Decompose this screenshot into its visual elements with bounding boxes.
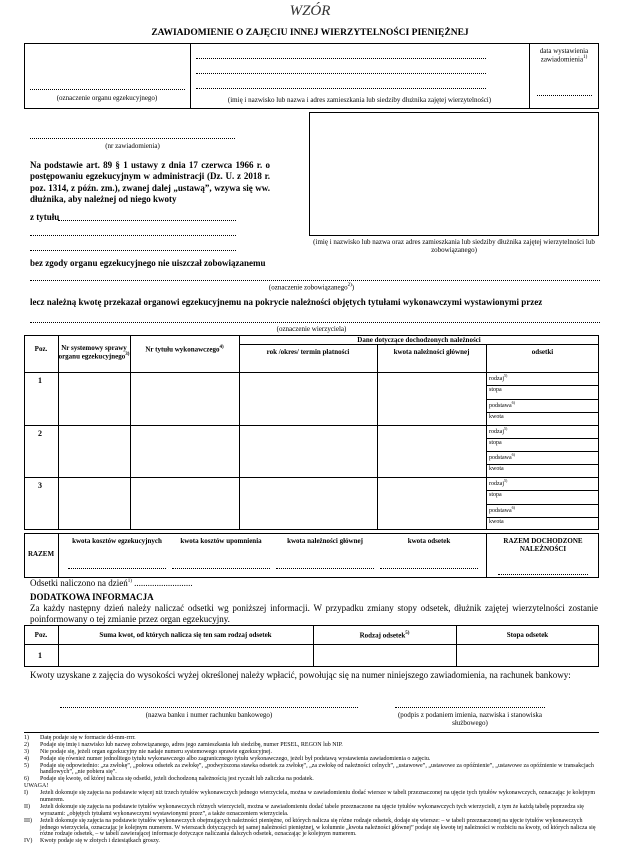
- razem-kwota-odsetek: kwota odsetek: [407, 537, 451, 545]
- additional-heading: DODATKOWA INFORMACJA: [30, 592, 154, 602]
- z-tytulu-label: z tytułu: [30, 212, 60, 222]
- odsetki-kwota-row-1: kwota: [489, 413, 504, 420]
- add-col-stopa: Stopa odsetek: [506, 631, 549, 639]
- watermark: WZÓR: [289, 3, 331, 19]
- note-2: II) Jeżeli dokonuje się zajęcia na podstawie tytułów wykonawczych różnych wierzycieli, można w zawiadomieniu dodać tabele przeznaczone na ujęcie tytułów wykonawczych tych wierzycieli, z tym że każdą tabelę poprzedza się wyrazami: „objętych tytułami wykonawczymi wystawionymi przez”, a także oznaczeniem wierzyciela.: [24, 803, 584, 817]
- tytul-field-2[interactable]: [30, 235, 236, 236]
- razem-label: RAZEM: [28, 550, 55, 558]
- sign-label: (podpis z podaniem imienia, nazwiska i stanowiska służbowego): [397, 711, 543, 728]
- field-koszty-upom[interactable]: [172, 568, 270, 569]
- col-odsetki: odsetki: [531, 348, 554, 356]
- no-consent-text: bez zgody organu egzekucyjnego nie uiszczał zobowiązanemu: [30, 258, 266, 268]
- razem-total-label: RAZEM DOCHODZONE NALEŻNOŚCI: [503, 537, 583, 554]
- footnote-4: 4) Podaje się również numer jednolitego tytułu wykonawczego albo zagranicznego tytułu wykonawczego, jeżeli był podstawą wystawienia zawiadomienia o zajęciu.: [24, 755, 431, 762]
- odsetki-stopa-row-1: stopa: [489, 387, 502, 394]
- odsetki-podstawa-row-2: podstawa$^{6)}$: [489, 452, 516, 461]
- transfer-text: lecz należną kwotę przekazał organowi egzekucyjnemu na pokrycie należności objętych tytułami wykonawczymi wystawionymi przez: [30, 297, 543, 307]
- obliged-box[interactable]: [309, 112, 599, 236]
- row-poz-2: 2: [38, 429, 42, 438]
- razem-kwota-glowna: kwota należności głównej: [287, 537, 363, 545]
- notice-no-field[interactable]: [30, 138, 235, 139]
- row-poz-3: 3: [38, 481, 42, 490]
- add-col-rodzaj: Rodzaj odsetek$^{5)}$: [359, 631, 410, 640]
- field-koszty-egz[interactable]: [68, 568, 166, 569]
- sign-field[interactable]: [395, 707, 545, 708]
- col-rok: rok /okres/ termin płatności: [266, 348, 350, 356]
- footnotes: [24, 735, 599, 845]
- odsetki-kwota-row-2: kwota: [489, 466, 504, 472]
- tytul-field-3[interactable]: [30, 250, 236, 251]
- footnote-5: 5) Podaje się odpowiednio: „za zwłokę”, „połowa odsetek za zwłokę”, „podwyższona stawka odsetek za zwłokę”, „za zwłokę od należności celnych”, „ustawowe”, „ustawowe za opóźnienie”, „ustawowe za opóźnienie w transakcjach handlowych”, „nie pobiera się”.: [24, 762, 594, 776]
- tytul-field-1[interactable]: [58, 220, 236, 221]
- add-col-poz: Poz.: [34, 631, 48, 639]
- col-poz: Poz.: [34, 345, 48, 353]
- interest-line: Odsetki naliczono na dzień$^{1)}$ ..........................: [30, 578, 193, 588]
- field-kwota-glowna[interactable]: [276, 568, 374, 569]
- row-poz-1: 1: [38, 376, 42, 385]
- legal-text: Na podstawie art. 89 § 1 ustawy z dnia 17 czerwca 1966 r. o postępowaniu egzekucyjnym w administracji (Dz. U. z 2018 r. poz. 1314, z późn. zm.), zwanej dalej „ustawą”, wzywa się ww. dłużnika, aby należnej od niego kwoty: [30, 160, 270, 204]
- footnote-6: 6) Podaje się kwotę, od której nalicza się odsetki, jeżeli dochodzoną należnością jest ryczałt lub zaliczka na podatek.: [24, 776, 314, 783]
- note-4: IV) Kwoty podaje się w złotych i dziesiątkach groszy.: [24, 838, 160, 845]
- odsetki-rodzaj-row-3: rodzaj$^{5)}$: [489, 478, 508, 487]
- titles-table: [24, 335, 599, 530]
- uwaga-heading: UWAGA!: [24, 783, 49, 790]
- note-3: III) Jeżeli dokonuje się zajęcia na podstawie tytułów wykonawczych obejmujących należności pieniężne, od których nalicza się różne rodzaje odsetek, dodaje się wiersze: – w tabeli przeznaczonej na ujęcie tytułów wykonawczych jednego wierzyciela, oznaczając je kolejnym numerem. W wierszach dotyczących tej samej należności pieniężnej, w kolumnie „kwota należności głównej” podaje się kwotę tej należności w rozbiciu na kwoty, od których nalicza się różne rodzaje odsetek, – w tabeli zawierającej informacje dotyczące naliczania dalszych odsetek, oznaczając je kolejnym numerem.: [24, 817, 596, 838]
- page-title: ZAWIADOMIENIE O ZAJĘCIU INNEJ WIERZYTELNOŚCI PIENIĘŻNEJ: [151, 28, 469, 38]
- additional-text: Za każdy następny dzień należy naliczać odsetki wg poniższej informacji. W przypadku zmiany stopy odsetek, dłużnik zajętej wierzytelności zostanie poinformowany o tej zmianie przez organ egzekucyjny.: [30, 603, 598, 625]
- date-label: data wystawienia zawiadomienia$^{1)}$: [539, 47, 589, 64]
- col-dane: Dane dotyczące dochodzonych należności: [357, 336, 481, 344]
- debtor-field-2[interactable]: [196, 73, 486, 74]
- footnote-3: 3) Nie podaje się, jeżeli organ egzekucyjny nie nadaje numeru systemowego sprawie egzekucyjnej.: [24, 748, 272, 755]
- col-nr-systemowy: Nr systemowy sprawy organu egzekucyjnego$^{3)}$: [58, 344, 130, 361]
- creditor-field[interactable]: [30, 322, 600, 323]
- razem-koszty-upom: kwota kosztów upomnienia: [180, 537, 262, 545]
- debtor-label: (imię i nazwisko lub nazwa i adres zamieszkania lub siedziby dłużnika zajętej wierzytelności): [227, 96, 492, 104]
- date-field[interactable]: [537, 95, 592, 96]
- footnote-2: 2) Podaje się imię i nazwisko lub nazwę zobowiązanego, adres jego zamieszkania lub siedzibę, numer PESEL, REGON lub NIP.: [24, 741, 343, 748]
- odsetki-podstawa-row-3: podstawa$^{6)}$: [489, 504, 516, 514]
- note-1: I) Jeżeli dokonuje się zajęcia na podstawie więcej niż trzech tytułów wykonawczych jednego wierzyciela, można w zawiadomieniu dodać wiersze w tabeli przeznaczonej na ujęcie tych tytułów wykonawczych, oznaczając je kolejnym numerem.: [24, 790, 596, 804]
- odsetki-stopa-row-3: stopa: [489, 492, 502, 499]
- debtor-field-3[interactable]: [196, 88, 486, 89]
- odsetki-rodzaj-row-1: rodzaj$^{5)}$: [489, 373, 508, 382]
- odsetki-kwota-row-3: kwota: [489, 518, 504, 525]
- obliged-mark-field[interactable]: [30, 280, 600, 281]
- bank-field[interactable]: [60, 707, 358, 708]
- col-kwota: kwota należności głównej: [393, 348, 470, 356]
- notice-no-label: (nr zawiadomienia): [105, 142, 160, 150]
- odsetki-stopa-row-2: stopa: [489, 440, 502, 446]
- obliged-label: (imię i nazwisko lub nazwa oraz adres zamieszkania lub siedziby dłużnika zajętej wierzytelności lub zobowiązanego): [313, 238, 595, 255]
- footnote-1: 1) Datę podaje się w formacie dd-mm-rrrr.: [24, 735, 136, 741]
- organ-label: (oznaczenie organu egzekucyjnego): [56, 94, 158, 102]
- bank-label: (nazwa banku i numer rachunku bankowego): [145, 711, 273, 719]
- add-row-1: 1: [38, 651, 42, 660]
- pay-text: Kwoty uzyskane z zajęcia do wysokości wyżej określonej należy wpłacić, powołując się na numer niniejszego zawiadomienia, na rachunek bankowy:: [30, 670, 571, 680]
- organ-field[interactable]: [30, 89, 185, 90]
- obliged-mark-label: (oznaczenie zobowiązanego$^{2)}$): [268, 283, 355, 292]
- razem-koszty-egz: kwota kosztów egzekucyjnych: [72, 537, 162, 545]
- odsetki-rodzaj-row-2: rodzaj$^{5)}$: [489, 426, 508, 435]
- add-col-suma: Suma kwot, od których nalicza się ten sam rodzaj odsetek: [99, 631, 272, 639]
- odsetki-podstawa-row-1: podstawa$^{6)}$: [489, 399, 516, 409]
- creditor-label: (oznaczenie wierzyciela): [276, 325, 347, 333]
- field-kwota-odsetek[interactable]: [380, 568, 478, 569]
- debtor-field-1[interactable]: [196, 58, 486, 59]
- col-nr-tytulu: Nr tytułu wykonawczego$^{4)}$: [145, 345, 224, 354]
- field-razem-total[interactable]: [498, 574, 588, 575]
